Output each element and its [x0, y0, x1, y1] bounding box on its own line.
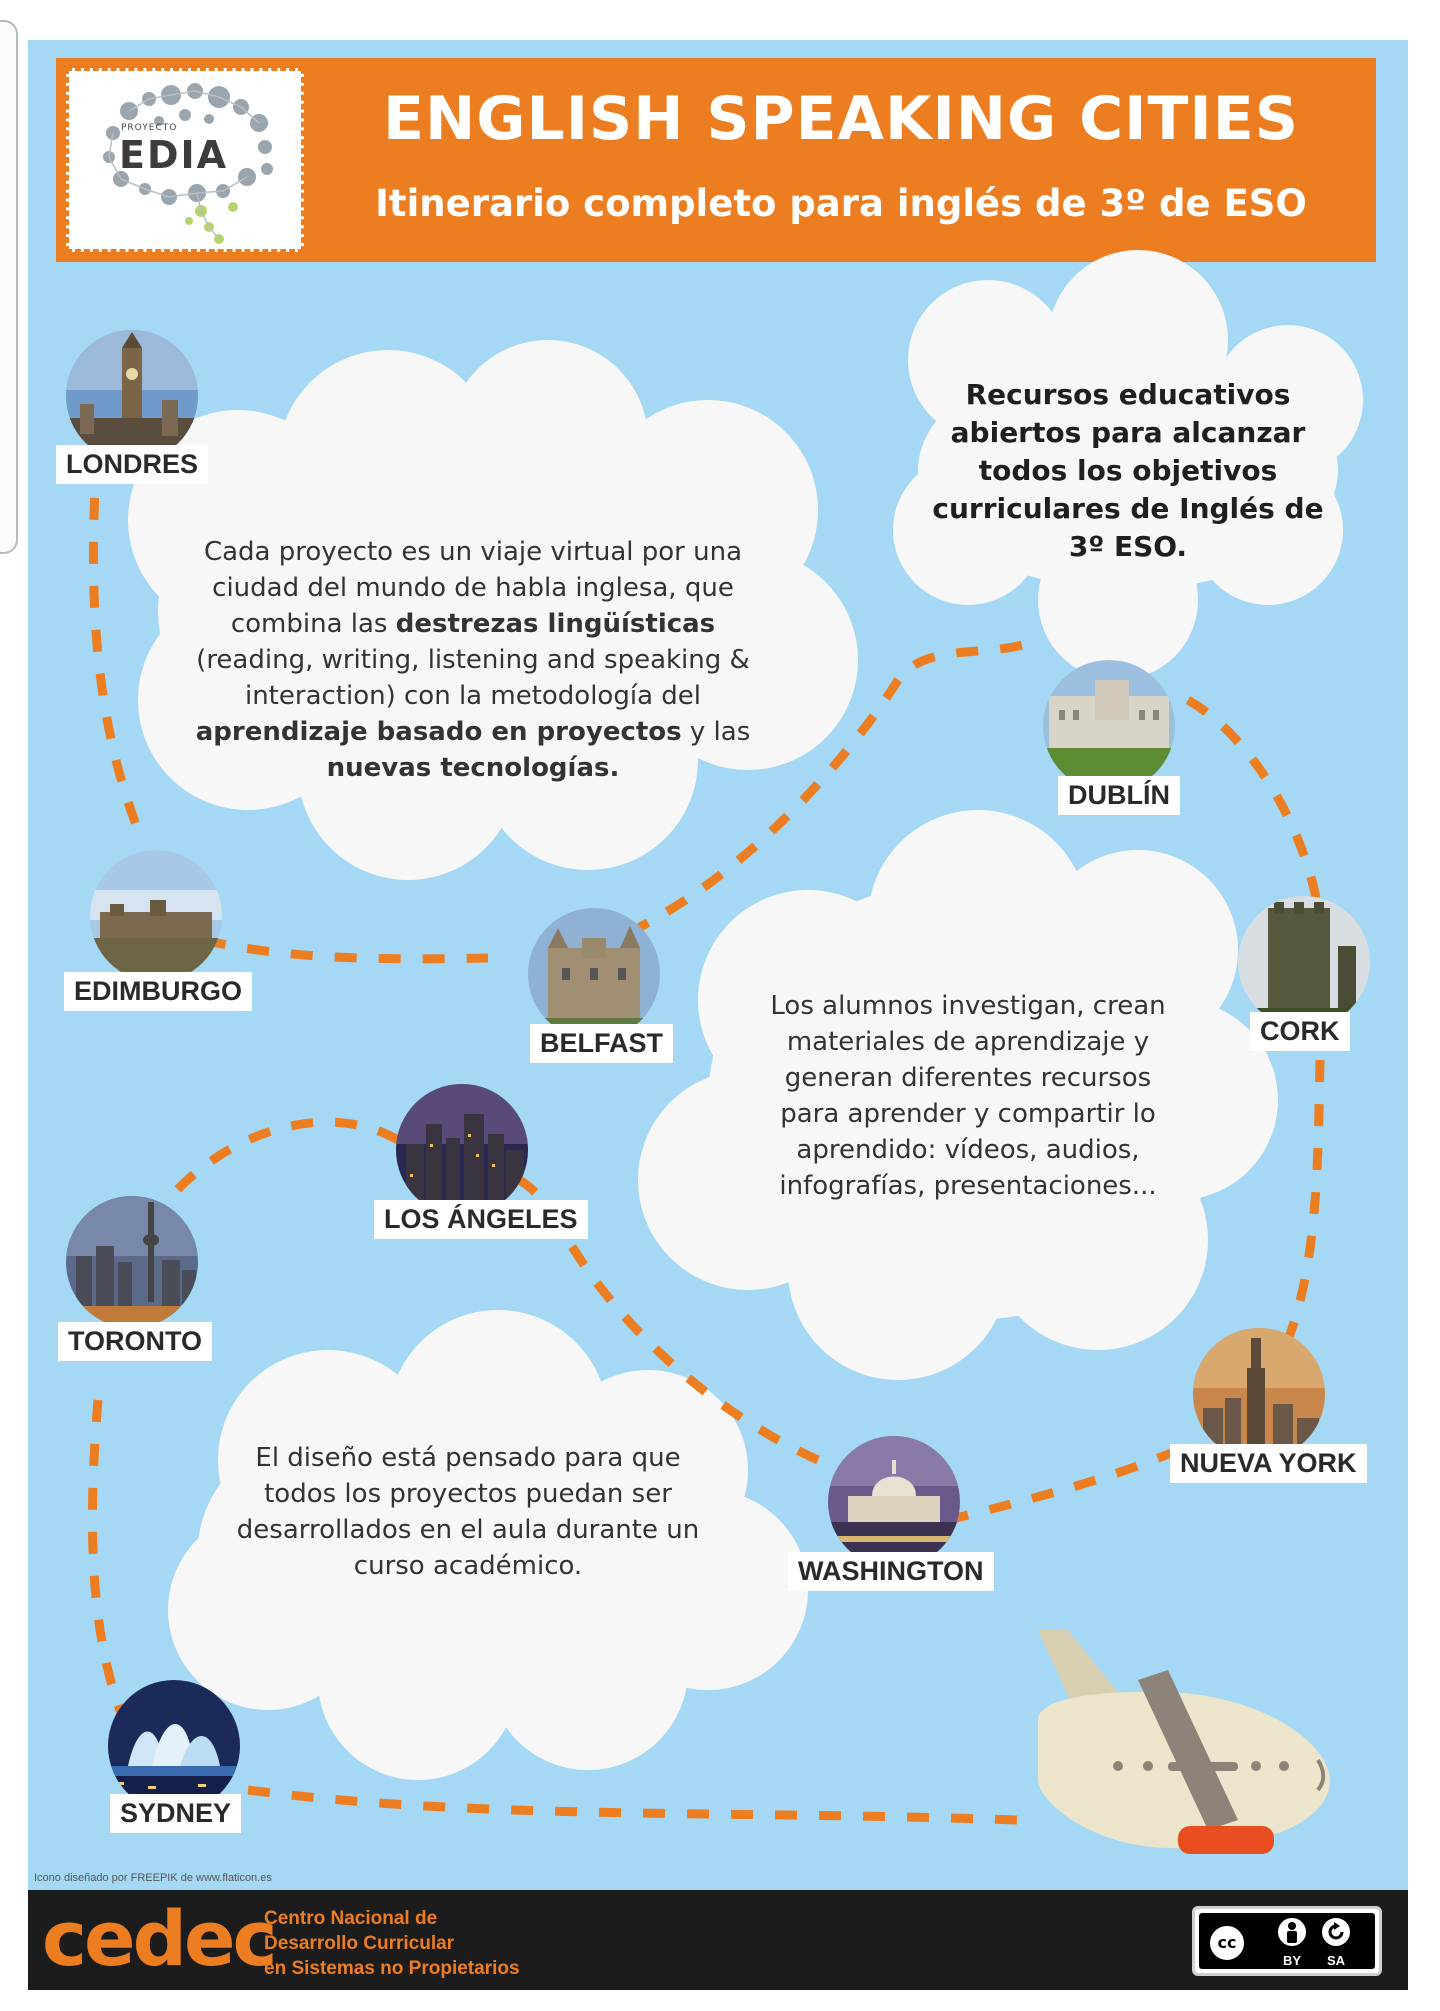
los-angeles-photo: [396, 1084, 528, 1216]
city-label-new-york: NUEVA YORK: [1170, 1444, 1367, 1483]
route-cork-nuevayork: [1288, 1060, 1320, 1340]
airplane-icon: [1038, 1630, 1330, 1854]
new-york-photo: [1193, 1328, 1325, 1460]
intro-text-part3: y las: [681, 717, 751, 747]
edinburgh-photo: [90, 850, 222, 982]
city-label-london: LONDRES: [56, 445, 208, 484]
intro-text-bold-skills: destrezas lingüísticas: [395, 609, 716, 639]
license-sa-label: SA: [1327, 1953, 1346, 1968]
washington-photo: [828, 1436, 960, 1568]
students-text: Los alumnos investigan, crean materiales de aprendizaje y generan diferentes recursos para aprender y compartir lo aprendido: vídeos, audios, infografías, presentaciones...: [770, 991, 1166, 1201]
london-photo: [66, 330, 198, 462]
cedec-logo: cedec: [42, 1894, 275, 1983]
icon-credit: Icono diseñado por FREEPIK de www.flaticon.es: [34, 1872, 272, 1884]
sydney-photo: [108, 1680, 240, 1812]
intro-text-bold-pbl: aprendizaje basado en proyectos: [195, 717, 682, 747]
city-label-edinburgh: EDIMBURGO: [64, 972, 252, 1011]
infographic: [28, 40, 1408, 1990]
footer-bar: [28, 1890, 1408, 1990]
route-losangeles-toronto: [168, 1122, 398, 1200]
route-sydney-plane: [248, 1790, 1018, 1820]
route-toronto-sydney: [92, 1400, 128, 1730]
dublin-photo: [1043, 660, 1175, 792]
resources-text: Recursos educativos abiertos para alcanzar todos los objetivos curriculares de Inglés de 3º ESO.: [932, 378, 1324, 563]
cedec-line-1: Centro Nacional de: [264, 1908, 438, 1929]
route-nuevayork-washington: [948, 1450, 1178, 1520]
cc-license-inner: [1199, 1913, 1375, 1969]
city-label-belfast: BELFAST: [530, 1024, 673, 1063]
city-label-cork: CORK: [1250, 1012, 1350, 1051]
cc-icon: cc: [1207, 1923, 1247, 1963]
belfast-photo: [528, 908, 660, 1040]
toronto-photo: [66, 1196, 198, 1328]
cedec-description: [264, 1906, 520, 1981]
city-label-los-angeles: LOS ÁNGELES: [374, 1200, 588, 1239]
cedec-line-3: en Sistemas no Propietarios: [264, 1958, 520, 1979]
route-edinburgh-belfast: [204, 940, 488, 959]
logo-proyecto-text: PROYECTO: [121, 123, 178, 133]
logo-edia-text: EDIA: [119, 133, 229, 177]
city-label-toronto: TORONTO: [58, 1322, 212, 1361]
cc-license-badge[interactable]: [1192, 1906, 1382, 1976]
page-title: ENGLISH SPEAKING CITIES: [383, 84, 1299, 154]
cedec-line-2: Desarrollo Curricular: [264, 1933, 455, 1954]
sa-share-alike-icon: [1319, 1915, 1353, 1949]
city-label-sydney: SYDNEY: [110, 1794, 241, 1833]
intro-text: [193, 534, 753, 786]
cork-photo: [1238, 896, 1370, 1028]
intro-text-bold-tech: nuevas tecnologías.: [326, 753, 620, 783]
city-label-dublin: DUBLÍN: [1058, 776, 1180, 815]
design-text: El diseño está pensado para que todos los proyectos puedan ser desarrollados en el aula durante un curso académico.: [236, 1443, 700, 1581]
route-map: [28, 40, 1408, 1990]
by-person-icon: [1275, 1915, 1309, 1949]
window-edge: [0, 20, 18, 554]
page-subtitle: Itinerario completo para inglés de 3º de ESO: [375, 182, 1307, 225]
license-by-label: BY: [1283, 1953, 1302, 1968]
intro-text-part2: (reading, writing, listening and speaking & interaction) con la metodología del: [196, 645, 750, 711]
city-label-washington: WASHINGTON: [788, 1552, 994, 1591]
intro-text-part1: Cada proyecto es un viaje virtual por una ciudad del mundo de habla inglesa, que combina las: [203, 537, 743, 639]
